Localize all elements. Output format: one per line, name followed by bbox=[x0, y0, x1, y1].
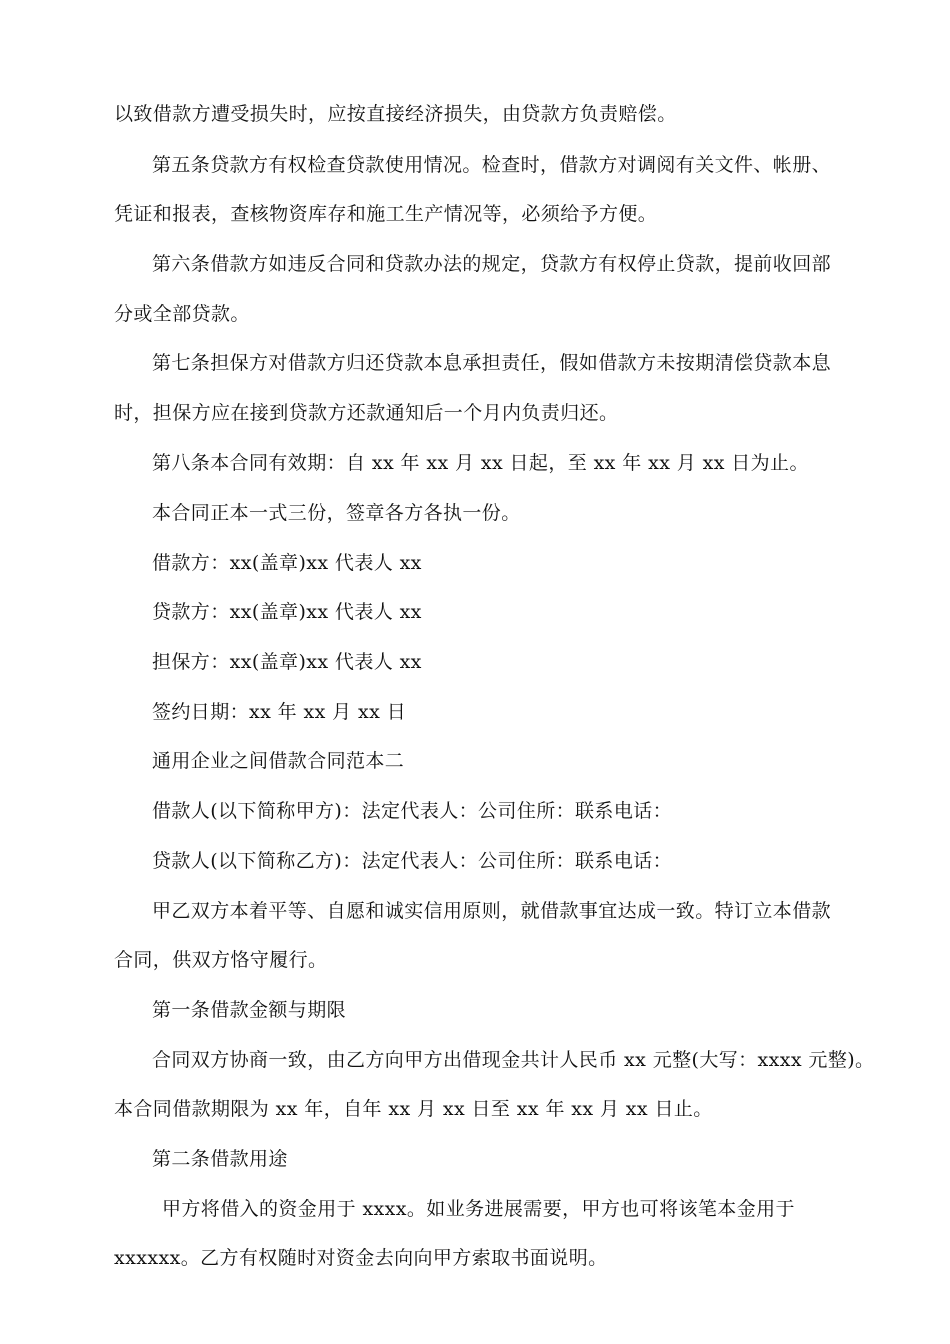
text-line: 分或全部贷款。 bbox=[114, 303, 250, 325]
text-line: 凭证和报表，查核物资库存和施工生产情况等，必须给予方便。 bbox=[114, 203, 658, 225]
text-line: xxxxxx。乙方有权随时对资金去向向甲方索取书面说明。 bbox=[114, 1247, 608, 1269]
text-line: 本合同借款期限为 xx 年，自年 xx 月 xx 日至 xx 年 xx 月 xx 日止。 bbox=[114, 1098, 713, 1120]
section-heading: 通用企业之间借款合同范本二 bbox=[152, 750, 405, 772]
text-line: 第八条本合同有效期：自 xx 年 xx 月 xx 日起，至 xx 年 xx 月 xx 日为止。 bbox=[152, 452, 809, 474]
text-line: 借款人(以下简称甲方)：法定代表人：公司住所：联系电话： bbox=[152, 800, 673, 822]
text-line: 合同双方协商一致，由乙方向甲方出借现金共计人民币 xx 元整(大写：xxxx 元整)。 bbox=[152, 1049, 875, 1071]
text-line: 第六条借款方如违反合同和贷款办法的规定，贷款方有权停止贷款，提前收回部 bbox=[152, 253, 832, 275]
text-line: 第五条贷款方有权检查贷款使用情况。检查时，借款方对调阅有关文件、帐册、 bbox=[152, 154, 832, 176]
text-line: 甲方将借入的资金用于 xxxx。如业务进展需要，甲方也可将该笔本金用于 bbox=[162, 1198, 795, 1220]
text-line: 合同，供双方恪守履行。 bbox=[114, 949, 328, 971]
text-line: 借款方：xx(盖章)xx 代表人 xx bbox=[152, 552, 422, 574]
text-line: 贷款人(以下简称乙方)：法定代表人：公司住所：联系电话： bbox=[152, 850, 673, 872]
text-line: 担保方：xx(盖章)xx 代表人 xx bbox=[152, 651, 422, 673]
text-line: 贷款方：xx(盖章)xx 代表人 xx bbox=[152, 601, 422, 623]
text-line: 以致借款方遭受损失时，应按直接经济损失，由贷款方负责赔偿。 bbox=[114, 103, 677, 125]
text-line: 签约日期：xx 年 xx 月 xx 日 bbox=[152, 701, 407, 723]
section-heading: 第一条借款金额与期限 bbox=[152, 999, 347, 1021]
text-line: 第七条担保方对借款方归还贷款本息承担责任，假如借款方未按期清偿贷款本息 bbox=[152, 352, 832, 374]
section-heading: 第二条借款用途 bbox=[152, 1148, 288, 1170]
text-line: 甲乙双方本着平等、自愿和诚实信用原则，就借款事宜达成一致。特订立本借款 bbox=[152, 900, 832, 922]
text-line: 时，担保方应在接到贷款方还款通知后一个月内负责归还。 bbox=[114, 402, 619, 424]
text-line: 本合同正本一式三份，签章各方各执一份。 bbox=[152, 502, 521, 524]
